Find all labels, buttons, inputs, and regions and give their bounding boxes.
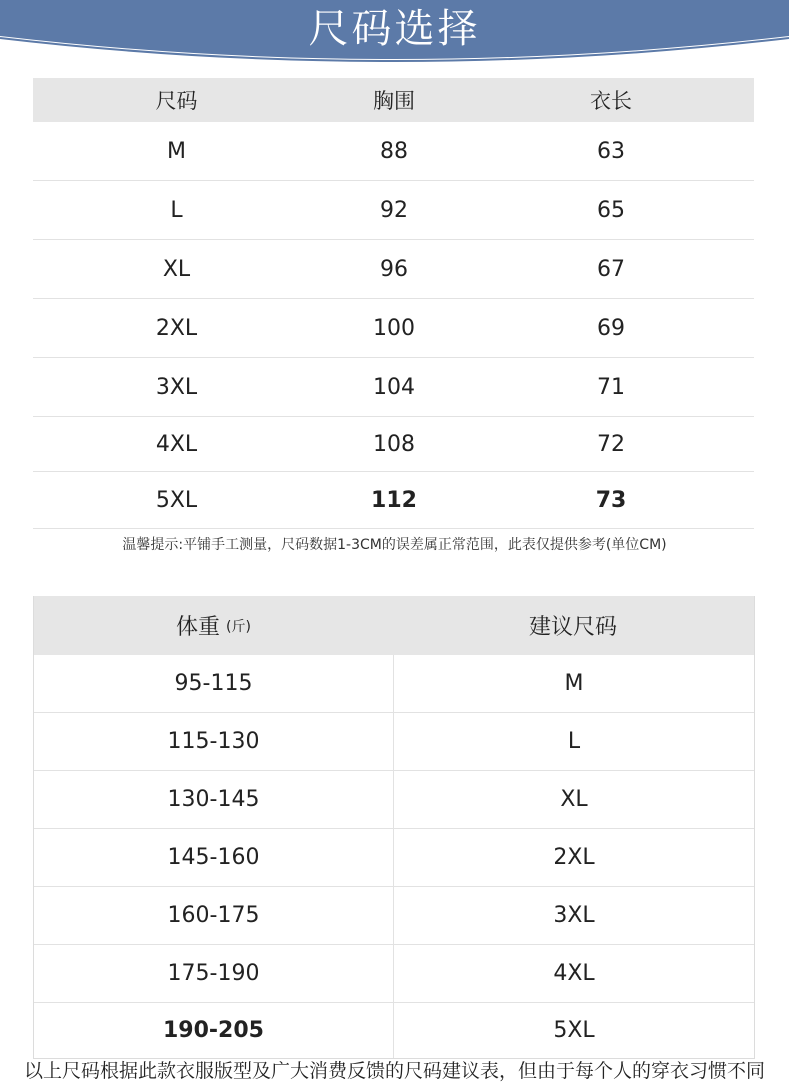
header-suggested-size: 建议尺码 <box>528 615 617 640</box>
weight-cell: 190-205 <box>34 1003 394 1058</box>
table-row <box>34 771 754 829</box>
chest-cell: 104 <box>373 374 415 400</box>
measurement-tip: 温馨提示:平铺手工测量，尺码数据1-3CM的误差属正常范围，此表仅提供参考(单位CM) <box>122 537 667 553</box>
table-row <box>33 472 754 529</box>
weight-cell: 160-175 <box>34 887 394 944</box>
table-row <box>34 945 754 1003</box>
table-row <box>33 299 754 358</box>
length-cell: 72 <box>597 431 625 457</box>
size-cell: XL <box>162 256 191 282</box>
header-weight-unit: (斤) <box>226 618 251 635</box>
chest-cell: 112 <box>371 487 417 513</box>
suggested-size-cell: 4XL <box>553 961 595 986</box>
size-cell: L <box>170 197 183 223</box>
header-weight <box>34 596 393 655</box>
table-row <box>34 829 754 887</box>
size-chart-table <box>33 78 754 529</box>
table-row <box>34 887 754 945</box>
length-cell: 73 <box>595 487 627 513</box>
size-advice-note: 以上尺码根据此款衣服版型及广大消费反馈的尺码建议表，但由于每个人的穿衣习惯不同 <box>23 1060 765 1082</box>
length-cell: 69 <box>597 315 625 341</box>
weight-cell: 175-190 <box>34 945 394 1002</box>
weight-cell: 115-130 <box>34 713 394 770</box>
size-cell: 4XL <box>155 431 198 457</box>
suggested-size-cell: M <box>564 671 584 696</box>
size-cell: 5XL <box>155 487 198 513</box>
table-row <box>33 122 754 181</box>
table-row <box>34 713 754 771</box>
header-size: 尺码 <box>155 89 198 113</box>
length-cell: 63 <box>597 138 625 164</box>
table-row <box>34 655 754 713</box>
chest-cell: 96 <box>380 256 408 282</box>
weight-size-table <box>33 596 755 1059</box>
suggested-size-cell: 2XL <box>553 845 595 870</box>
header-chest: 胸围 <box>373 89 415 113</box>
chest-cell: 108 <box>373 431 415 457</box>
suggested-size-cell: L <box>567 729 581 754</box>
chest-cell: 92 <box>380 197 408 223</box>
header-banner <box>0 0 789 80</box>
weight-cell: 145-160 <box>34 829 394 886</box>
suggested-size-cell: 3XL <box>553 903 595 928</box>
table-row <box>33 417 754 472</box>
table-row <box>34 1003 754 1058</box>
size-cell: 2XL <box>155 315 198 341</box>
page-title: 尺码选择 <box>308 6 481 52</box>
length-cell: 71 <box>597 374 625 400</box>
size-cell: M <box>167 138 186 164</box>
size-table-header <box>33 78 754 122</box>
header-length: 衣长 <box>590 89 632 113</box>
weight-cell: 95-115 <box>34 655 394 712</box>
table-row <box>33 240 754 299</box>
length-cell: 67 <box>597 256 625 282</box>
weight-table-header <box>34 596 754 655</box>
length-cell: 65 <box>597 197 625 223</box>
table-row <box>33 181 754 240</box>
chest-cell: 88 <box>380 138 408 164</box>
chest-cell: 100 <box>373 315 415 341</box>
size-cell: 3XL <box>155 374 198 400</box>
suggested-size-cell: 5XL <box>553 1018 595 1043</box>
weight-cell: 130-145 <box>34 771 394 828</box>
table-row <box>33 358 754 417</box>
suggested-size-cell: XL <box>560 787 588 812</box>
header-weight-label: 体重 <box>176 615 221 640</box>
